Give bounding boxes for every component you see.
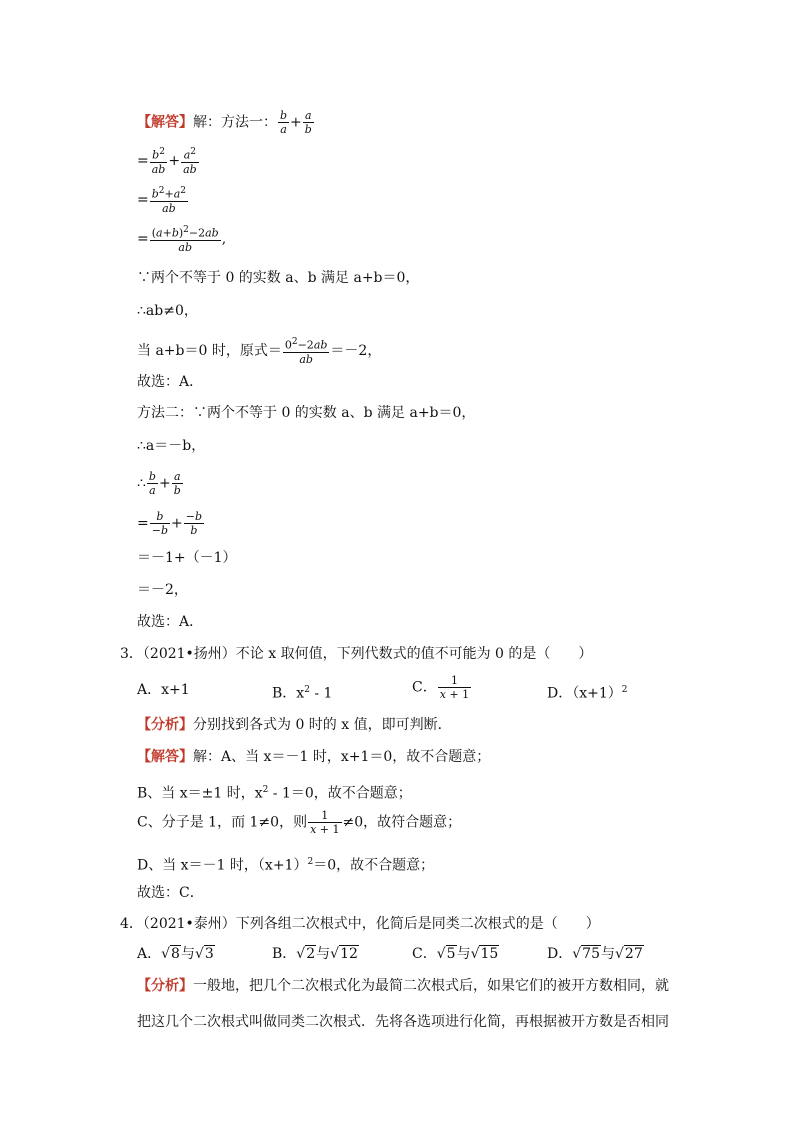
text: 一般地，把几个二次根式化为最简二次根式后，如果它们的被开方数相同，就 bbox=[193, 978, 669, 994]
question-3-option-b: B．$x^2 - 1$ bbox=[272, 685, 333, 702]
text: C、分子是 1，而 1≠0，则 bbox=[137, 814, 308, 831]
text: C． bbox=[412, 679, 437, 696]
result-line: ＝－2， bbox=[137, 582, 188, 598]
reason-line-1: ∵两个不等于 0 的实数 a、b 满足 a+b＝0， bbox=[137, 270, 420, 286]
text: 15 bbox=[480, 946, 499, 962]
question-4-option-b: B．√2与√12 bbox=[272, 946, 358, 962]
question-4-stem: 4．（2021•泰州）下列各组二次根式中，化简后是同类二次根式的是（ ） bbox=[120, 916, 600, 932]
fraction: $\frac{a^2}{ab}$ bbox=[183, 147, 197, 176]
text: 与 bbox=[316, 946, 331, 962]
question-3-option-a: A．x+1 bbox=[137, 682, 190, 698]
text: 【分析】 bbox=[137, 717, 193, 733]
solution-header: 【解答】解：方法一： $\frac{b}{a}$ + $\frac{a}{b}$ bbox=[137, 109, 312, 136]
text: ∴ bbox=[137, 475, 146, 492]
question-3-stem: 3．（2021•扬州）不论 x 取何值，下列代数式的值不可能为 0 的是（ ） bbox=[120, 646, 593, 662]
text: 75 bbox=[582, 946, 600, 962]
text: 与 bbox=[456, 946, 471, 962]
question-4-option-d: D．√75与√27 bbox=[547, 946, 643, 962]
text: 2 bbox=[306, 946, 316, 962]
text: 当 a+b＝0 时，原式＝ bbox=[137, 342, 282, 359]
text: 与 bbox=[180, 946, 195, 962]
fraction: $\frac{b}{a}$ bbox=[148, 470, 156, 497]
question-3-analysis bbox=[137, 715, 452, 735]
fraction-a-over-b: $\frac{a}{b}$ bbox=[304, 109, 312, 136]
fraction: $\frac{b^2}{ab}$ bbox=[151, 147, 166, 176]
fraction: $\frac{a}{b}$ bbox=[173, 470, 181, 497]
question-4-option-a: A．√8与√3 bbox=[137, 946, 214, 962]
text: - 1＝0，故不合题意； bbox=[268, 785, 412, 802]
text: 27 bbox=[624, 946, 643, 962]
text: 12 bbox=[340, 946, 358, 962]
text: D． bbox=[547, 946, 573, 962]
substitution-line bbox=[137, 336, 381, 366]
solution-intro: 解：方法一： bbox=[193, 114, 277, 131]
fraction: $\frac{(a+b)^2-2ab}{ab}$ bbox=[151, 225, 219, 254]
choose-line-2: 故选：A． bbox=[137, 614, 204, 630]
text: 【解答】 bbox=[137, 749, 193, 765]
question-3-answer-d: D、当 x＝－1 时，$(x+1)^2=0$，故不合题意； bbox=[137, 857, 435, 874]
solution-tag: 【解答】 bbox=[137, 114, 193, 131]
therefore-a-line: ∴a＝－b， bbox=[137, 438, 206, 454]
text: D、当 x＝－1 时，（x+1） bbox=[137, 857, 308, 874]
text: ＝0，故不合题意； bbox=[313, 857, 435, 874]
text: A． bbox=[137, 946, 162, 962]
step-line-4: ∴ $\frac{b}{a}$ + $\frac{a}{b}$ bbox=[137, 470, 181, 497]
text: C． bbox=[412, 946, 437, 962]
choose-line-1: 故选：A． bbox=[137, 374, 204, 390]
question-3-answer-c bbox=[137, 809, 461, 836]
text: 3 bbox=[204, 946, 214, 962]
question-4-analysis-line-1 bbox=[137, 976, 669, 996]
step-line-5: = $\frac{b}{-b}$ + $\frac{-b}{b}$ bbox=[137, 510, 202, 537]
step-line-2: = $\frac{b^2+a^2}{ab}$ bbox=[137, 186, 187, 215]
text: D．（x+1） bbox=[547, 685, 622, 702]
fraction: $\frac{b^2+a^2}{ab}$ bbox=[151, 186, 187, 215]
fraction-b-over-a: $\frac{b}{a}$ bbox=[280, 109, 288, 136]
text: B． bbox=[272, 946, 297, 962]
question-3-option-c bbox=[412, 674, 472, 701]
text: 【分析】 bbox=[137, 978, 193, 994]
text: 分别找到各式为 0 时的 x 值，即可判断． bbox=[193, 717, 452, 733]
question-3-answer-a bbox=[137, 747, 490, 767]
text: 5 bbox=[446, 946, 456, 962]
step-line-1: = $\frac{b^2}{ab}$ + $\frac{a^2}{ab}$ bbox=[137, 147, 197, 176]
question-4-option-c: C．√5与√15 bbox=[412, 946, 499, 962]
text: B．x bbox=[272, 685, 305, 702]
fraction: $\frac{0^2-2ab}{ab}$ bbox=[284, 337, 328, 366]
question-3-option-d: D．$(x+1)^2$ bbox=[547, 685, 628, 702]
text: 与 bbox=[600, 946, 615, 962]
text: - 1 bbox=[309, 685, 333, 702]
text: 解：A、当 x＝－1 时，x+1＝0，故不合题意； bbox=[193, 749, 491, 765]
fraction: $\frac{-b}{b}$ bbox=[185, 510, 202, 537]
fraction: $\frac{1}{x + 1}$ bbox=[439, 674, 470, 701]
reason-line-2: ∴ab≠0， bbox=[137, 303, 198, 319]
text: ＝－2， bbox=[330, 342, 382, 359]
sum-line: ＝－1+（－1） bbox=[137, 550, 237, 566]
question-4-analysis-line-2: 把这几个二次根式叫做同类二次根式．先将各选项进行化简，再根据被开方数是否相同 bbox=[137, 1014, 669, 1030]
text: ≠0，故符合题意； bbox=[342, 814, 462, 831]
text: B、当 x＝±1 时，x bbox=[137, 785, 263, 802]
fraction: $\frac{b}{-b}$ bbox=[151, 510, 168, 537]
fraction: $\frac{1}{x + 1}$ bbox=[310, 809, 340, 836]
question-3-answer-b: B、当 x＝±1 时，$x^2 - 1=0$，故不合题意； bbox=[137, 785, 412, 802]
method-two-line: 方法二：∵两个不等于 0 的实数 a、b 满足 a+b＝0， bbox=[137, 405, 476, 421]
question-3-choose: 故选：C． bbox=[137, 885, 204, 901]
step-line-3: = $\frac{(a+b)^2-2ab}{ab}$ , bbox=[137, 225, 227, 254]
text: 8 bbox=[171, 946, 180, 962]
